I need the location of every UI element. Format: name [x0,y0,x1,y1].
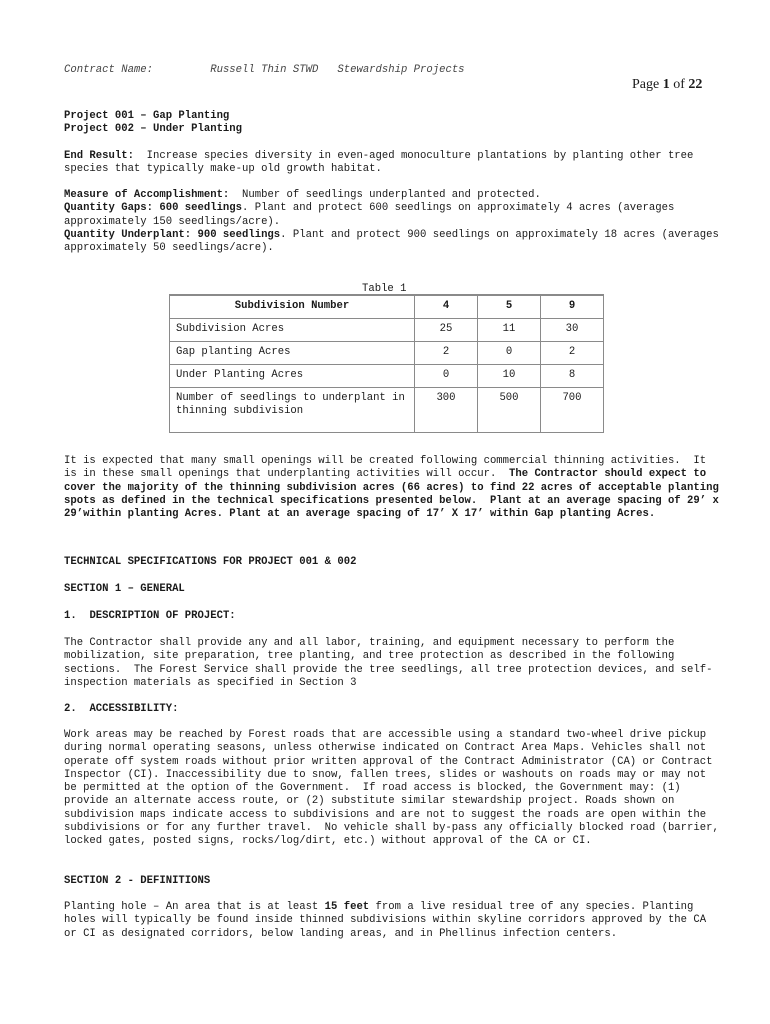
table-header-cell: 5 [478,295,541,319]
table-cell: Number of seedlings to underplant in thinning subdivision [170,388,415,433]
description-text: The Contractor shall provide any and all labor, training, and equipment necessary to perform the mobilization, site preparation, tree planting, and tree protection as described in the following sections. The Forest Service shall provide the tree seedlings, all tree protection devices, and self-inspection materials as specified in Section 3 [64,637,713,689]
end-result-label: End Result: [64,150,134,162]
project-002: Project 002 – Under Planting [64,123,243,135]
expected-paragraph [64,455,724,521]
quantity-gaps-label: Quantity Gaps: 600 seedlings [64,202,243,215]
table-cell: Subdivision Acres [170,319,415,342]
accessibility-title: ACCESSIBILITY: [89,703,179,715]
page-number: Page 1 of 22 [632,77,703,92]
contract-header [64,64,465,77]
table-row [170,388,604,433]
accessibility-heading: 2. ACCESSIBILITY: [64,703,179,715]
table-cell: 8 [541,365,604,388]
project-001: Project 001 – Gap Planting [64,110,230,122]
table-cell: 2 [541,342,604,365]
expected-text: It is expected that many small openings will be created following commercial thinning activities. It is in these small openings that underplanting activities will occur. [64,455,713,481]
table-cell: Gap planting Acres [170,342,415,365]
table-header-cell: 4 [415,295,478,319]
table-cell: 700 [541,388,604,433]
contract-label: Contract Name: [64,64,154,76]
quantity-gaps-text: . Plant and protect 600 seedlings on approximately 4 acres (averages approximately 150 seedlings/acre). [64,202,681,228]
table-header-cell: 9 [541,295,604,319]
table-row [170,319,604,342]
table-cell: Under Planting Acres [170,365,415,388]
table-header-cell: Subdivision Number [170,295,415,319]
expected-bold-text: The Contractor should expect to cover the majority of the thinning subdivision acres (66 acres) to find 22 acres of acceptable planting spots as defined in the technical specifications presented below. Plant at an average spacing of 29’ x 29’within planting Acres. Plant at an average spacing of 17’ X 17’ within Gap planting Acres. [64,468,726,521]
table-row [170,342,604,365]
subdivision-table [169,294,604,433]
page-current: 1 [662,77,670,92]
planting-hole-distance: 15 feet [324,901,370,913]
table-caption: Table 1 [362,283,407,295]
table-row [170,365,604,388]
planting-hole-definition: Planting hole – An area that is at least 15 feet from a live residual tree of any species. Planting holes will typically be found inside thinned subdivisions within skyline corridors approved by the CA or CI as designated corridors, below landing areas, and in Phellinus infection centers. [64,901,713,940]
end-result [64,150,724,177]
quantity-underplant-label: Quantity Underplant: 900 seedlings [64,228,281,241]
measure-of-accomplishment [64,189,724,255]
measure-text: Number of seedlings underplanted and protected. [229,189,541,201]
contract-type: Stewardship Projects [337,64,465,76]
table-cell: 10 [478,365,541,388]
description-heading: 1. DESCRIPTION OF PROJECT: [64,610,236,622]
table-cell: 11 [478,319,541,342]
contract-name: Russell Thin STWD [210,64,319,76]
page-total: 22 [688,77,703,92]
table-cell: 300 [415,388,478,433]
table-header-row [170,295,604,319]
table-cell: 30 [541,319,604,342]
table-cell: 0 [478,342,541,365]
section-1-title: SECTION 1 – GENERAL [64,583,185,595]
end-result-text: Increase species diversity in even-aged monoculture plantations by planting other tree species that typically make-up old growth habitat. [64,150,700,176]
accessibility-text: Work areas may be reached by Forest roads that are accessible using a standard two-wheel drive pickup during normal operating seasons, unless otherwise indicated on Contract Area Maps. Vehicles shall not operate off system roads without prior written approval of the Contract Administrator (CA) or Contract Inspector (CI). Inaccessibility due to snow, fallen trees, slides or washouts on roads may or may not be permitted at the option of the Government. If road access is blocked, the Government may: (1) provide an alternate access route, or (2) substitute similar stewardship project. Roads shown on subdivision maps indicate access to subdivisions and are not to suggest the roads are open within the subdivisions or for any further travel. No vehicle shall by-pass any officially blocked road (barrier, locked gates, posted signs, rocks/log/dirt, etc.) without approval of the CA or CI. [64,729,726,848]
table-cell: 25 [415,319,478,342]
description-title: DESCRIPTION OF PROJECT: [89,610,236,622]
quantity-underplant-text: . Plant and protect 900 seedlings on approximately 18 acres (averages approximately 50 seedlings/acre). [64,228,726,255]
tech-spec-title: TECHNICAL SPECIFICATIONS FOR PROJECT 001 & 002 [64,556,357,568]
table-cell: 0 [415,365,478,388]
section-2-title: SECTION 2 - DEFINITIONS [64,875,211,887]
table-cell: 500 [478,388,541,433]
table-cell: 2 [415,342,478,365]
measure-label: Measure of Accomplishment: [64,189,230,201]
